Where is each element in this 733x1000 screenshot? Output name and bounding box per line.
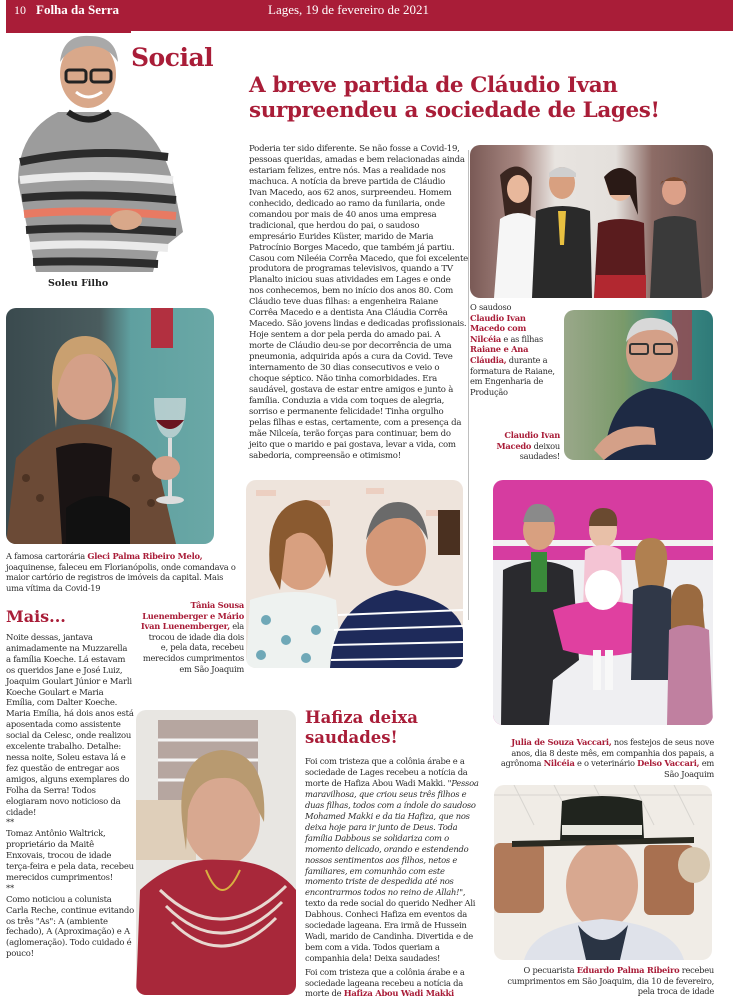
- caption-text: nos festejos de seus nove anos, dia 8 deste mês, em companhia dos papais, a agrônoma: [500, 737, 714, 769]
- main-story-line: jeito que o marido e pai gostava, levar a vida, com: [249, 439, 456, 450]
- column-divider: [468, 150, 469, 620]
- caption-text: e o veterinário: [576, 758, 635, 769]
- main-story-body: [249, 144, 467, 462]
- gleci-caption: [6, 551, 242, 593]
- hafiza-title-line-1: Hafiza deixa: [305, 708, 418, 727]
- mais-paragraph: Como noticiou a colunista Carla Reche, continue evitando os três "As": A (ambiente fechado), A (Aproximação) e A (aglomeração). Todo cuidado é pouco!: [6, 894, 134, 960]
- caption-names: Gleci Palma Ribeiro Melo,: [87, 551, 203, 561]
- main-story-line: Ivan Macedo, aos 62 anos, surpreendeu. Homem: [249, 187, 452, 198]
- caption-names: Hafiza Abou Wadi Makki: [343, 988, 454, 999]
- main-story-line: Planalto iniciou suas atividades em Lages e onde: [249, 275, 451, 286]
- caption-text: ela trocou de idade dia dois e, pela data, recebeu merecidos cumprimentos em São Joaquim: [142, 621, 244, 674]
- main-story-line: pelas filhas e estas, certamente, com a presença da: [249, 417, 462, 428]
- hafiza-title: [305, 708, 455, 748]
- edition-date: Lages, 19 de fevereiro de 2021: [268, 2, 429, 17]
- hafiza-title-line-2: saudades!: [305, 728, 398, 747]
- claudio-portrait-caption: [490, 430, 560, 462]
- caption-text: recebeu cumprimentos em São Joaquim, dia 10 de fevereiro, pela troca de idade: [507, 965, 714, 997]
- caption-text: joaquinense, faleceu em Florianópolis, onde comandava o maior cartório de registros de imóveis da capital. Mais uma vítima da Covid-19: [6, 561, 236, 593]
- newspaper-name: Folha da Serra: [36, 2, 120, 17]
- main-story-line: machuca. A notícia da breve partida de Cláudio: [249, 176, 446, 187]
- man-portrait-illustration-icon: [564, 310, 713, 460]
- main-story-line: nos conhecemos, bem no início dos anos 80. Com: [249, 286, 454, 297]
- page-number: 10: [14, 3, 26, 17]
- family-ballet-illustration-icon: [493, 480, 713, 725]
- caption-text: em São Joaquim: [664, 758, 714, 779]
- caption-names: Delso Vaccari,: [637, 758, 700, 769]
- main-story-line: pessoas queridas, amadas e bem relacionadas ainda: [249, 154, 465, 165]
- eduardo-photo: [494, 785, 712, 960]
- julia-family-photo: [493, 480, 713, 725]
- family-photo-caption: [470, 302, 558, 397]
- main-story-line: conhecido, dedicado ao ramo da funilaria, onde: [249, 198, 445, 209]
- tania-caption: [140, 600, 244, 674]
- main-story-line: morte de Cláudio deu-se por decorrência de uma: [249, 341, 452, 352]
- caption-text: O saudoso: [470, 302, 512, 312]
- main-story-line: Hoje sentem a dor pela perda do amado pai. A: [249, 330, 441, 341]
- main-story-line: mãe Nilceía, terão forças para continuar, bem do: [249, 428, 451, 439]
- main-story-line: Patrocínio Borges Macedo, que também já partiu.: [249, 242, 455, 253]
- eduardo-caption: [494, 965, 714, 997]
- caption-names: Claudio Ivan Macedo com Nilcéia: [470, 312, 526, 344]
- caption-names: Julia de Souza Vaccari,: [511, 737, 612, 747]
- main-story-line: pneumonia, adquirida após a cura da Covid. Teve: [249, 352, 453, 363]
- headline-line-1: A breve partida de Cláudio Ivan: [249, 73, 618, 98]
- main-story-line: sorriso e permanente felicidade! Tinha orgulho: [249, 406, 444, 417]
- caption-names: Nilcéia: [543, 758, 575, 769]
- caption-text: A famosa cartorária: [6, 551, 85, 561]
- main-story-line: sabedoria, compreensão e otimismo!: [249, 450, 401, 461]
- tania-mario-photo: [246, 480, 463, 668]
- gleci-photo: [6, 308, 214, 544]
- hafiza-caption: [305, 967, 485, 999]
- main-story-line: Macedo. São jovens lindas e dedicadas profissionais.: [249, 319, 467, 330]
- main-story-line: estariam felizes, entre nós. Mas a realidade nos: [249, 165, 446, 176]
- hafiza-after-quote: , texto da rede social do querido Nedher Ali Dabhous. Conheci Hafiza em eventos da sociedade lageana. Era irmã de Hussein Wadi, marido de Candinha. Divertida e de bem com a vida. Todos queriam a companhia dela! Deixa saudades!: [305, 887, 476, 964]
- columnist-name: Soleu Filho: [48, 278, 109, 289]
- family-photo: [470, 145, 713, 298]
- main-story-line: Corrêa Macedo e a dentista Ana Cláudia Corrêa: [249, 308, 448, 319]
- main-story-line: Casou com Nileéia Corrêa Macedo, que foi excelente: [249, 253, 469, 264]
- page-header: [6, 0, 733, 31]
- mais-title: Mais...: [6, 607, 66, 626]
- caption-text: durante a formatura de Raiane, em Engenharia de Produção: [470, 354, 555, 397]
- main-story-line: internamento de 30 dias consecutivos e veio o: [249, 363, 440, 374]
- main-story-line: Poderia ter sido diferente. Se não fosse a Covid-19,: [249, 144, 460, 154]
- claudio-portrait-photo: [564, 310, 713, 460]
- main-story-line: produtora de programas televisivos, quando a TV: [249, 264, 453, 275]
- caption-names: Raiane e Ana Cláudia,: [470, 344, 529, 365]
- caption-names: Tânia Sousa Luenemberger e Mário Ivan Luenemberger,: [140, 600, 244, 632]
- hafiza-quote: "Pessoa maravilhosa, que criou seus três filhos e duas filhas, todos com a índole do saudoso Mohamed Makki e da tia Hafiza, que nos deixa hoje para ir junto de Deus. Toda família Dabbous se solidariza com o momento delicado, orando e estendendo nossos sentimentos aos filhos, netos e familiares, em comunhão com este momento triste de despedida até nos encontrarmos todos no reino de Allah!": [305, 777, 479, 898]
- julia-caption: [492, 737, 714, 779]
- main-story-line: choque séptico. Não tinha comorbidades. Era: [249, 374, 438, 385]
- caption-names: Eduardo Palma Ribeiro: [576, 965, 680, 975]
- caption-text: Foi com tristeza que a colônia árabe e a sociedade lageana recebeu a notícia da morte de: [305, 967, 465, 999]
- section-title: Social: [131, 43, 214, 72]
- caption-text: deixou saudades!: [519, 440, 560, 462]
- woman-portrait-illustration-icon: [136, 710, 296, 995]
- hafiza-intro: Foi com tristeza que a colônia árabe e a sociedade de Lages recebeu a notícia da morte de Hafiza Abou Wadi Makki.: [305, 756, 468, 788]
- mais-column: [6, 633, 134, 960]
- mais-paragraph: Noite dessas, jantava animadamente na Muzzarella a família Koeche. Lá estavam os queridos Jane e José Luiz, Joaquim Goulart Júnior e Marli Koeche Goulart e Maria Emília, com Dalter Koeche. Maria Emília, há dois anos está aposentada como assistente social da Celesc, onde realizou excelente trabalho. Detalhe: nessa noite, Soleu estava lá e fez questão de entregar aos amigos, alguns exemplares do Folha da Serra! Todos elogiaram novo noticioso da cidade!: [6, 633, 134, 818]
- main-story-line: tradicional, que herdou do pai, o saudoso: [249, 220, 420, 231]
- mais-separator: **: [6, 818, 14, 829]
- main-headline: [249, 73, 729, 123]
- mais-paragraph: Tomaz Antônio Waltrick, proprietário da Maitê Enxovais, trocou de idade terça-feira e pela data, recebeu merecidos cumprimentos!: [6, 829, 134, 883]
- caption-names: Claudio Ivan Macedo: [496, 430, 560, 451]
- caption-text: O pecuarista: [523, 965, 575, 975]
- main-story-line: Cláudio teve duas filhas: a engenheira Raiane: [249, 297, 438, 308]
- couple-illustration-icon: [246, 480, 463, 668]
- main-story-line: comandou por mais de 40 anos uma empresa: [249, 209, 437, 220]
- woman-toasting-illustration-icon: [6, 308, 214, 544]
- man-with-hat-illustration-icon: [494, 785, 712, 960]
- hafiza-photo: [136, 710, 296, 995]
- main-story-line: saudável, gostava de estar entre amigos e junto à: [249, 384, 454, 395]
- hafiza-body: [305, 756, 485, 964]
- headline-line-2: surpreendeu a sociedade de Lages!: [249, 98, 660, 123]
- mais-separator: **: [6, 883, 14, 894]
- main-story-line: empresário Eurides Küster, marido de Maria: [249, 231, 434, 242]
- family-group-illustration-icon: [470, 145, 713, 298]
- main-story-line: família. Conduzia a vida com toques de alegria,: [249, 395, 445, 406]
- caption-text: e as filhas: [503, 333, 543, 344]
